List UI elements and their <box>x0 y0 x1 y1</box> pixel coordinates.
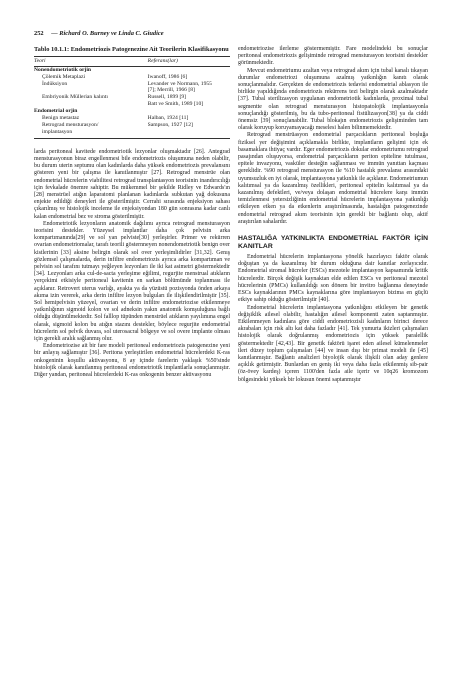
running-head-authors: — Richard O. Burney ve Linda C. Giudice <box>51 30 164 37</box>
table-row <box>34 74 230 81</box>
table-cell-theory: implantasyon <box>34 129 148 138</box>
table-section-row <box>34 108 230 115</box>
paragraph: Endometriozise ait bir fare modeli peritoneal endometriozis patogenezine yeni bir anlayış sağlamıştır [36]. Peritona yerleştirilen endometrial hücrelerdeki K-ras onkogeninin koşullu aktivasyonu, 8 ay içinde farelerin yaklaşık %50'sinde histolojik olarak kanıtlanmış peritoneal endometriotik implantlarla sonuçlanmıştır. Diğer yandan, peritoneal hücrelerdeki K-ras onkogenin benzer aktivasyonu <box>34 343 230 379</box>
table-cell-reference: Iwanoff, 1986 [6] <box>147 73 188 80</box>
page-number: 252 <box>34 30 44 37</box>
table-header-references: Referans(lar) <box>148 56 230 66</box>
table-cell-reference: Halban, 1924 [11] <box>147 115 189 122</box>
table-row <box>34 94 230 101</box>
paragraph: Endometrial hücrelerin implantasyona yatkınlığını etkileyen bir genetik değişiklik ailesel olabilir, hastalığın ailesel komponenti zaten saptanmıştır. Etkilenmeyen kadınlara göre ciddi endometriozisli kadınların birinci derece akrabaları için risk altı kat daha fazladır [41]. Tek yumurta ikizleri çalışmaları histolojik olarak doğrulanmış endometriozis için yüksek paralellik göstermektedir [42,43]. Bir genetik faktörü işaret eden ailesel kümelenmeler ileri düzey toplum çalışmaları [44] ve insan dışı bir primat modeli ile [45] kanıtlanmıştır. Bağlantı analizleri biyolojik olarak ilişkili olan aday genlere açıklık getirmiştir. Bunlardan en geniş iki veya daha fazla etkilenmiş sib-pair (öz-övey kardeş) içeren 1100'den fazla aile içerir ve 10q26 kromozom bölgesindeki yüksek bir lokusun önemi saptanmıştır <box>238 304 428 383</box>
table-cell-theory: Embriyonik Müllerian kalıntı <box>42 94 108 101</box>
table-cell-reference: Russell, 1899 [9] <box>147 94 187 101</box>
left-body-text <box>34 149 230 380</box>
paragraph: Endometrial hücrelerin implantasyona yönelik hazırlayıcı faktör olarak doğuştan ya da kazanılmış bir durum olduğuna dair kanıtlar zorlayıcıdır. Endometrial stromal hücreler (ESCs) mezotele implantasyon kapsamında kritik hücrelerdir. Birçok değişik kaynaktan elde edilen ESCs ve peritoneal mezotel hücrelerinin (PMCs) kullanıldığı son dönem bir invitro bağlanma deneyinde ESCs kaynaklarının PMCs kaynaklarına göre implantasyon bizima en güçlü etkiye sahip olduğu gösterilmiştir [40]. <box>238 254 428 304</box>
right-body-text-2 <box>238 254 428 384</box>
table-cell-theory: Retrograd mensturasyon/ <box>42 121 99 128</box>
table-cell-theory: İndüksiyon <box>42 80 68 87</box>
table-header-row <box>34 56 230 66</box>
table-row <box>34 129 230 138</box>
table-cell-theory: Çölemik Metaplazi <box>42 73 86 80</box>
theory-table <box>34 56 230 139</box>
table-cell-reference: Sampson, 1927 [12] <box>147 121 193 128</box>
table-cell-theory: Benign metastaz <box>42 115 80 122</box>
table-cell-theory: Endometrial orjin <box>34 108 78 115</box>
table-cell-theory <box>34 87 148 94</box>
table-cell-theory: Nonendometriotik orjin <box>34 66 92 73</box>
table-row <box>34 115 230 122</box>
paragraph: Mevcut endometriumu azaltan veya retrograd akım için tubal kanalı tıkayan durumlar endometriozi oluşumuna azalmış yatkınlığın kanıtı olarak sonuçlanmalıdır. Gerçekten de endometriozis tedavisi endometrial ablasyon ile birlikte yapıldığında endometriozis rekürrens tezi belirgin olarak azalmaktadır [37]. Tubal sterilizasyon uygulanan endometriotik kadınlarda, proximal tubal segmentte olan retrograd mensturasyon histopatolojik implantasyonla sonuçlandığı gösterilmiş, bu da tubo-peritoneal fistülizasyon[38] ya da ciddi önemsiz [39] sonuçlanabilir. Tubal blokajın endometriozis gelişiminden tam olarak koruyup koruyamayacağı meselesi halen bilinmemektedir. <box>238 67 428 132</box>
paragraph: larda peritoneal kavitede endometriotik lezyonlar oluşmaktadır [26]. Antegrad mensturasyonun biraz engellenmesi bile endometriozis oluşumuna neden olabilir, bu durum uterin septumu olan kadınlarda daha yüksek endometriozis prevalansını gösteren yeni bir çalışma ile kanıtlanmıştır [27]. Retrograd menstrüe olan endometrial hücrelerin viabilitesi retrograd transplantasyon teorisinin inandırıcılığı için fevkalade önemre sahiptir. Bu mükemmel bir şekilde Ridley ve Edwards'ın [28] menstrüel atığın laparatomi planlanan kadınlarda subkutan yağ dokusuna enjekte edildiği deneyleri ile gösterilmiştir. Cerrahi sırasında enjeksiyon sahası çıkarılmış ve histolojik inceleme ile enjeksiyondan 180 gün sonrasına kadar canlı kalan endometrial bez ve stroma gösterilmiştir. <box>34 148 230 220</box>
table-section-row <box>34 66 230 73</box>
table-row <box>34 87 230 94</box>
paragraph: Endometriotik lezyonların anatomik dağılımı ayrıca retrograd mensturasyon teorisini destekler. Yüzeysel implantlar daha çok pelvisin arka kompartımanında[29] ve sol yan pelviste[30] yerleşirler. Primer ve rekürren ovarian endometriomalar, tarafı teorili gösternneyen nonendometriotik benign over kistlerinin [33] aksine belirgin olarak sol over yerleşimlidirler [31,32]. Genış gözlemsel çalışmalarda, derin infiltre endometriozis ayrıca arka kompartıman ve pelvisin sol tarafını tutmayı yeğleyen lezyonları ile iki kat asimetri göstermektedir [34]. Lezyonları arka cul-de-sacta yerleşime eğilimi, regurjite menstrual atıkların yerçekimi etkisiyle peritoneal kavitenin en sarkan bölümünde toplanması ile açıklanır. Retrovert uterus varlığı, ayakta ya da yüzüstü pozisyonda önden arkaya akıma izin vererek, arka derin infiltre lezyon bulguları ile ilişkilendirilmiştir [35]. Sol hemipelvisin yüzeyel, ovarian ve derin infiltre endometriozise etkilenmeye yatkınlığının sigmoid kolon ve sol adneksin yakın anatomik komşuluğuna bağlı olduğu düşünülmektedir. Sol falllop tüpünden menstrüel atıkların yayılımına engel olarak, sigmoid kolon bu atığın stazını destekler, böylece regurjite endometrial hücrelerin sol pelvik duvara, sol uterosacral bölgeye ve sol overe implante olması için gerekli aralık sağlanmış olur. <box>34 220 230 343</box>
table-row <box>34 81 230 88</box>
section-heading: HASTALIĞA YATKINLIKTA ENDOMETRİAL FAKTÖR İÇİN KANITLAR <box>238 235 428 251</box>
table-row <box>34 101 230 108</box>
table-cell-reference: Batt ve Smith, 1989 [10] <box>147 101 204 108</box>
table-title: Tablo 10.1.1: Endometriozis Patogenezine Ait Teorilerin Klasifikasyonu <box>34 46 229 53</box>
left-column <box>34 46 230 379</box>
table-body <box>34 66 230 138</box>
paragraph: Retrograd menstrüasyon endometrial parçacıkların peritoneal boşluğa fiziksel yer değişimini açıklamakla birlikte, implantların gelişimi için ek basamaklara ihtiyaç vardır. Eger endometriozis dokular endometriumu retrograd pasajından oluşuyorsa, endometrial parçacıkların periton epiteline tutulması, epitele invazyonu, vasküler desteğin sağlanması ve immün yanıttan kaçması gereklidir. %90 retrograd mensturasyon ile %10 hastalık prevalansı arasındaki uyumsuzluk en iyi olarak, implantasyona yatkınlık ile açıklanır. Endometriumun kalıtımsal ya da kazanılmış özellikleri, peritoneal epitelin kalıtımsal ya da kazanılmış defektleri, ve/veya dolaşan endometrial hücrelere karşı immün temizlenmesi yetersizliğinin endometrial hücrelerin implantasyona yatkınlığı etkileyen etken ya da etkenlerin araştırılmasında, hastalığın patogenezinde endometrial retrograd akım teorisinin için gerekli bir bağlantı olup, aktif araştırılan sahalardır. <box>238 132 428 225</box>
table-cell-reference <box>148 129 230 138</box>
right-body-text <box>238 46 428 226</box>
running-head <box>34 30 164 37</box>
table-row <box>34 122 230 129</box>
right-column <box>238 46 428 384</box>
paragraph: endometriozise ilerleme göstermemiştir. Fare modelindeki bu sonuçlar peritoneal endometriozis gelişiminde retrograd mensturasyon teorisini destekler görünmektedir. <box>238 46 428 67</box>
table-cell-reference <box>148 66 230 73</box>
table-cell-reference <box>148 108 230 115</box>
table-cell-reference: [7]; Merrill, 1966 [8] <box>147 87 195 94</box>
table-header-theory: Teori <box>34 56 148 66</box>
table-cell-reference: Levander ve Normann, 1955 <box>147 80 212 87</box>
table-cell-theory <box>34 101 148 108</box>
